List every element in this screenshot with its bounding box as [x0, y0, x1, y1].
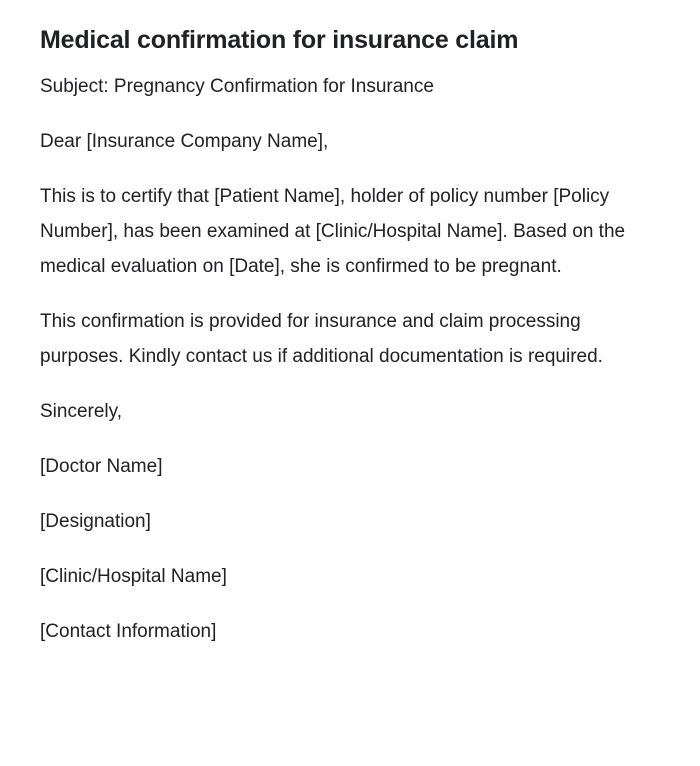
- paragraph-purpose-body: This confirmation is provided for insurance and claim processing purposes. Kindly contact us if additional documentation is required.: [40, 311, 603, 367]
- paragraph-signature-doctor-name: [Doctor Name]: [40, 456, 163, 477]
- document-body: [40, 69, 642, 649]
- paragraph-signature-clinic-name: [Clinic/Hospital Name]: [40, 566, 227, 587]
- paragraph-signature-contact-information: [Contact Information]: [40, 621, 217, 642]
- paragraph-signature-designation: [Designation]: [40, 511, 151, 532]
- paragraph-certification-body: This is to certify that [Patient Name], holder of policy number [Policy Number], has been examined at [Clinic/Hospital Name]. Based on the medical evaluation on [Date], she is confirmed to be pregnant.: [40, 186, 626, 277]
- page-title: Medical confirmation for insurance claim: [40, 26, 519, 54]
- paragraph-closing: Sincerely,: [40, 401, 123, 422]
- paragraph-subject-line: Subject: Pregnancy Confirmation for Insurance: [40, 76, 434, 97]
- paragraph-salutation: Dear [Insurance Company Name],: [40, 131, 329, 152]
